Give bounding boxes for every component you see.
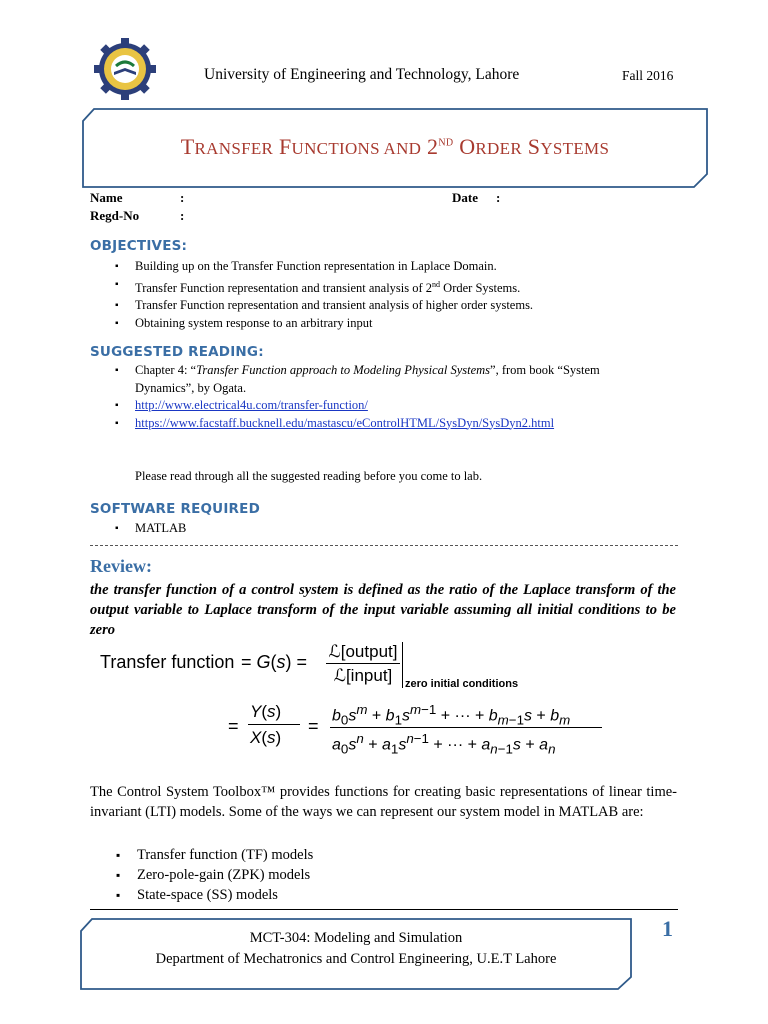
eq-denominator: ℒ[input] (333, 666, 393, 685)
reading-heading: SUGGESTED READING: (90, 344, 264, 360)
list-item: ▪ Zero-pole-gain (ZPK) models (112, 865, 612, 885)
course-name: MCT-304: Modeling and Simulation (249, 930, 463, 946)
list-item: ▪ State-space (SS) models (112, 885, 612, 905)
link-bucknell[interactable]: https://www.facstaff.bucknell.edu/mastascu/eControlHTML/SysDyn/SysDyn2.html (135, 415, 555, 430)
date-label: Date (452, 190, 478, 205)
transfer-function-equation: Transfer function = G(s) = ℒ[output] ℒ[input] zero initial conditions (100, 642, 519, 690)
polynomial-equation: = Y(s) X(s) = $b_0s^m + b_1s^{m-1}$ + ··· + $b_{m-1}s + b_m$ $a_0s^n + a_1s^{n-1}$ + ··· + $a_{n-1}s + a_n$ (228, 696, 708, 756)
document-title: TRANSFER FUNCTIONS AND 2ND ORDER SYSTEMS (180, 134, 610, 159)
list-item: ▪ MATLAB (110, 520, 410, 538)
list-item: ▪ Transfer Function representation and transient analysis of 2nd Order Systems. (110, 276, 680, 298)
university-logo (92, 36, 158, 102)
list-item (110, 397, 655, 415)
date-colon: : (496, 190, 501, 205)
term-label: Fall 2016 (622, 68, 674, 83)
software-list (110, 520, 410, 538)
link-electrical4u[interactable]: http://www.electrical4u.com/transfer-function/ (135, 398, 368, 412)
name-label: Name (90, 190, 123, 205)
list-item: ▪ Transfer function (TF) models (112, 845, 612, 865)
eq-label: Transfer function (100, 652, 235, 672)
footer-rule (90, 909, 678, 910)
objectives-heading: OBJECTIVES: (90, 238, 188, 254)
list-item: ▪ Transfer Function representation and transient analysis of higher order systems. (110, 297, 680, 315)
name-colon: : (180, 190, 185, 205)
page-number: 1 (662, 916, 673, 941)
regd-colon: : (180, 208, 185, 223)
eq-numerator: ℒ[output] (328, 642, 398, 661)
list-item: ▪ Obtaining system response to an arbitrary input (110, 315, 680, 333)
toolbox-paragraph: The Control System Toolbox™ provides functions for creating basic representations of linear time-invariant (LTI) models. Some of the ways we can represent our system model in MATLAB are: (90, 784, 677, 820)
transfer-function-definition: the transfer function of a control system is defined as the ratio of the Laplace transform of the output variable to Laplace transform of the input variable assuming all initial conditions to be zero (90, 582, 676, 638)
model-types-list (112, 845, 612, 905)
regd-label: Regd-No (90, 208, 140, 223)
section-divider (90, 545, 678, 546)
list-item (110, 415, 655, 433)
objectives-list (110, 258, 680, 332)
list-item: ▪ Chapter 4: “Transfer Function approach to Modeling Physical Systems”, from book “System Dynamics”, by Ogata. (110, 362, 655, 397)
department-name: Department of Mechatronics and Control Engineering, U.E.T Lahore (155, 951, 557, 967)
review-heading: Review: (90, 556, 152, 576)
list-item: ▪ Building up on the Transfer Function representation in Laplace Domain. (110, 258, 680, 276)
software-heading: SOFTWARE REQUIRED (90, 501, 260, 517)
university-name: University of Engineering and Technology, Lahore (204, 66, 520, 83)
reading-note: Please read through all the suggested reading before you come to lab. (135, 469, 483, 483)
eq-condition: zero initial conditions (405, 678, 519, 690)
reading-list (110, 362, 655, 432)
